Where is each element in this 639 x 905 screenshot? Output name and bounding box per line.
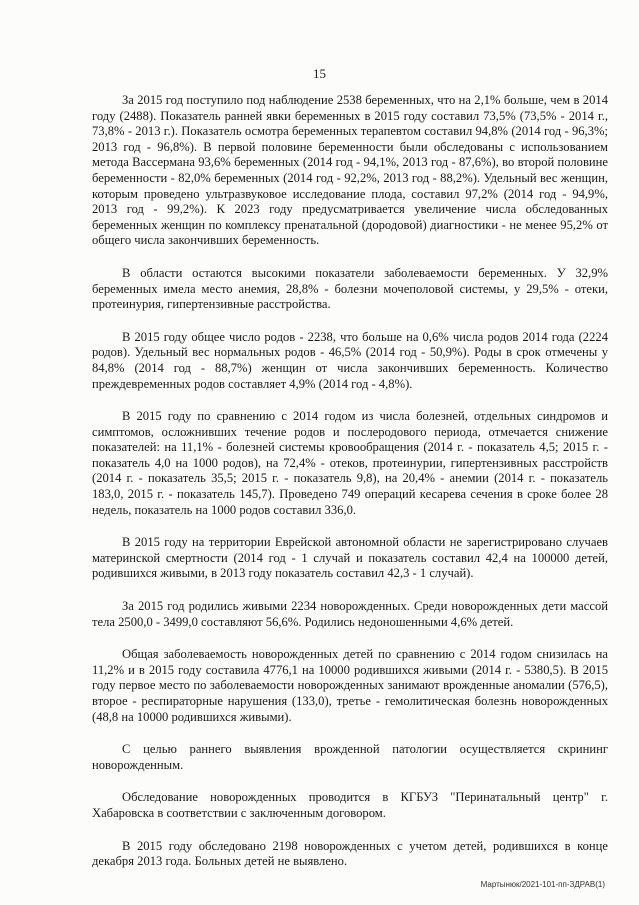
paragraph-birth-complications: В 2015 году по сравнению с 2014 годом из числа болезней, отдельных синдромов и симптомов, осложнивших течение родов и послеродового периода, отмечается снижение показателей: на 11,1% - болезней системы кровообращения (2014 г. - показатель 4,5; 2015 г. - показатель 4,0 на 1000 родов), на 72,4% - отеков, протеинурии, гипертензивных расстройств (2014 г. - показатель 35,5; 2015 г. - показатель 9,8), на 20,4% - анемии (2014 г. - показатель 183,0, 2015 г. - показатель 145,7). Проведено 749 операций кесарева сечения в сроке более 28 недель, показатель на 1000 родов составил 336,0. xyxy=(92,409,608,517)
paragraph-maternal-mortality: В 2015 году на территории Еврейской автономной области не зарегистрировано случаев материнской смертности (2014 год - 1 случай и показатель составил 42,4 на 100000 детей, родившихся живыми, в 2013 году показатель составил 42,3 - 1 случай). xyxy=(92,535,608,581)
paragraph-perinatal-center: Обследование новорожденных проводится в КГБУЗ "Перинатальный центр" г. Хабаровска в соответствии с заключенным договором. xyxy=(92,790,608,820)
paragraph-newborn-morbidity: Общая заболеваемость новорожденных детей по сравнению с 2014 годом снизилась на 11,2% и в 2015 году составила 4776,1 на 10000 родившихся живыми (2014 г. - 5380,5). В 2015 году первое место по заболеваемости новорожденных занимают врожденные аномалии (576,5), второе - респираторные нарушения (133,0), третье - гемолитическая болезнь новорожденных (48,8 на 10000 родившихся живыми). xyxy=(92,647,608,724)
paragraph-births-count: В 2015 году общее число родов - 2238, что больше на 0,6% числа родов 2014 года (2224 родов). Удельный вес нормальных родов - 46,5% (2014 год - 50,9%). Роды в срок отмечены у 84,8% (2014 год - 88,7%) женщин от числа закончивших беременность. Количество преждевременных родов составляет 4,9% (2014 год - 4,8%). xyxy=(92,329,608,391)
paragraph-pregnancy-monitoring: За 2015 год поступило под наблюдение 2538 беременных, что на 2,1% больше, чем в 2014 году (2488). Показатель ранней явки беременных в 2015 году составил 73,5% (73,5% - 2014 г., 73,8% - 2013 г.). Показатель осмотра беременных терапевтом составил 94,8% (2014 год - 96,3%; 2013 год - 96,8%). В первой половине беременности были обследованы с использованием метода Вассермана 93,6% беременных (2014 год - 94,1%, 2013 год - 87,6%), во второй половине беременности - 82,0% беременных (2014 год - 92,2%, 2013 год - 88,2%). Удельный вес женщин, которым проведено ультразвуковое исследование плода, составил 97,2% (2014 год - 94,9%, 2013 год - 99,2%). К 2023 году предусматривается увеличение числа обследованных беременных женщин по комплексу пренатальной (дородовой) диагностики - не менее 95,2% от общего числа закончивших беременность. xyxy=(92,93,608,248)
paragraph-live-births: За 2015 год родились живыми 2234 новорожденных. Среди новорожденных дети массой тела 2500,0 - 3499,0 составляют 56,6%. Родились недоношенными 4,6% детей. xyxy=(92,599,608,629)
document-code: Мартынюк/2021-101-пп-ЗДРАВ(1) xyxy=(480,880,605,889)
paragraph-newborn-screening: С целью раннего выявления врожденной патологии осуществляется скрининг новорожденным. xyxy=(92,742,608,772)
paragraph-newborns-examined: В 2015 году обследовано 2198 новорожденных с учетом детей, родившихся в конце декабря 2013 года. Больных детей не выявлено. xyxy=(92,838,608,869)
page-number: 15 xyxy=(313,66,326,81)
document-body xyxy=(92,93,608,887)
paragraph-pregnancy-morbidity: В области остаются высокими показатели заболеваемости беременных. У 32,9% беременных имела место анемия, 28,8% - болезни мочеполовой системы, у 29,5% - отеки, протеинурия, гипертензивные расстройства. xyxy=(92,265,608,312)
